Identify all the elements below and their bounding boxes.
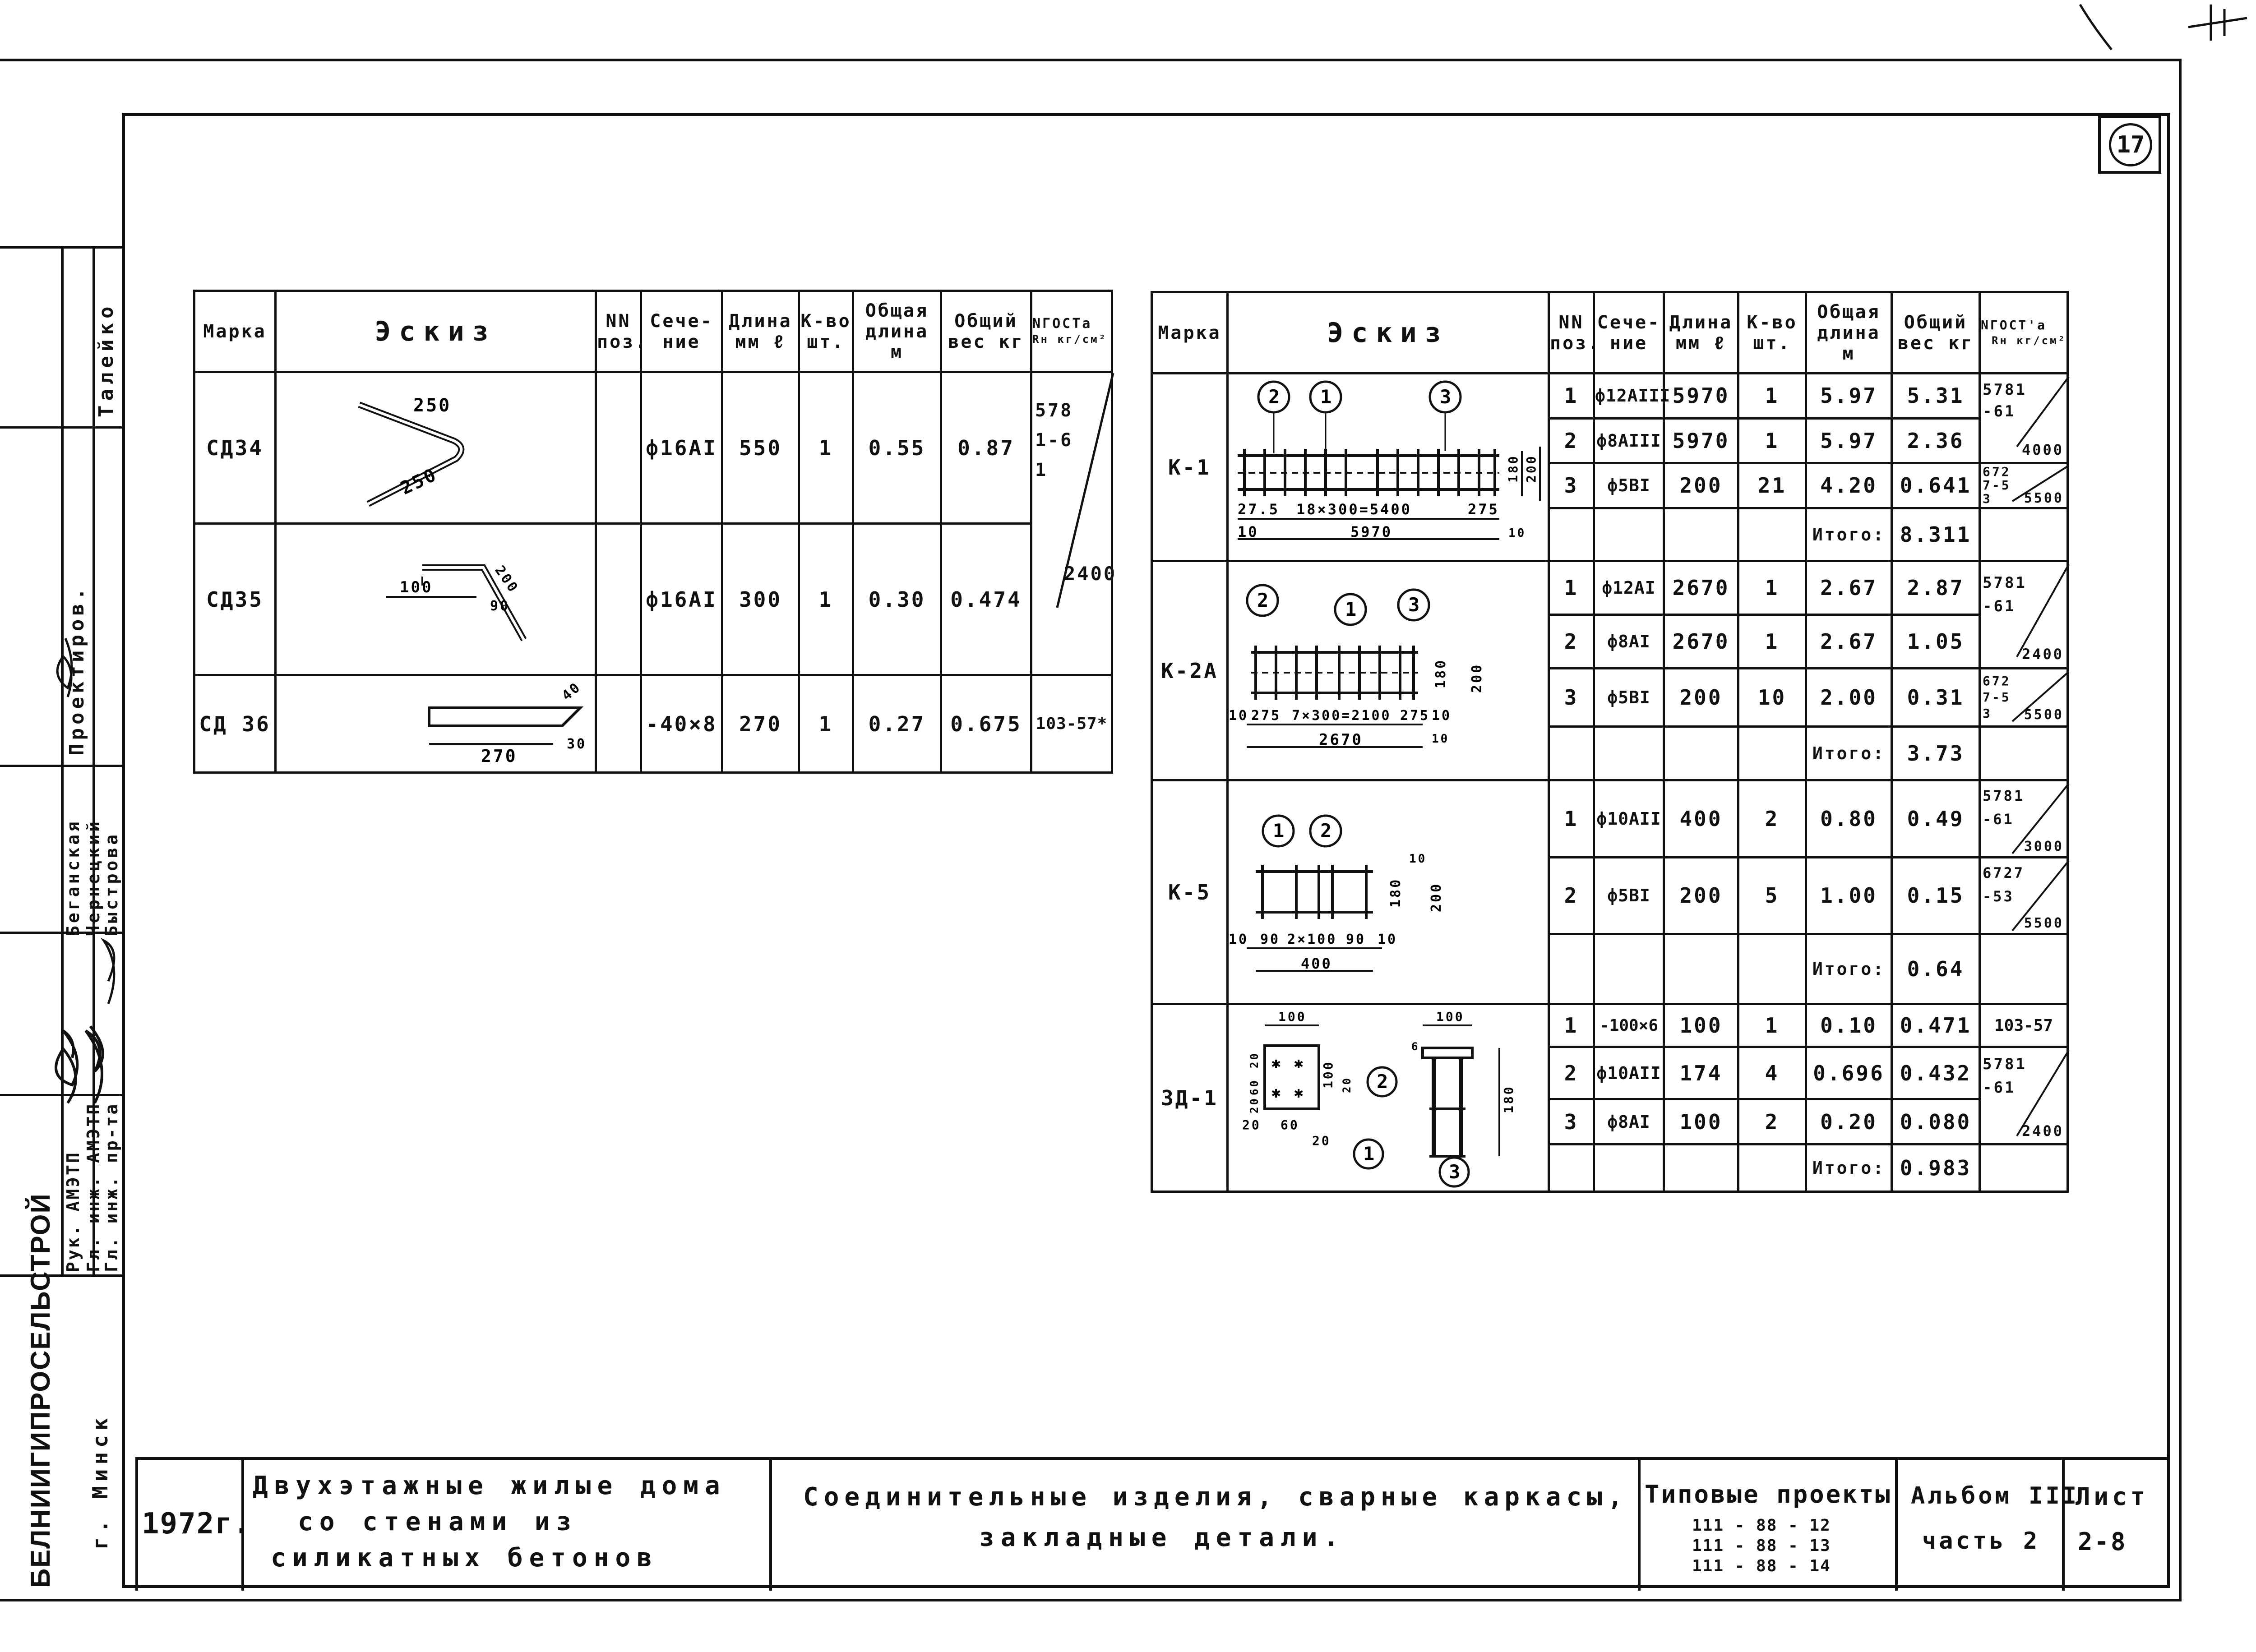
k1-callout-1: 1 bbox=[1320, 386, 1334, 408]
rt-total-length: 0.10 bbox=[1806, 1004, 1892, 1047]
rt-length: 100 bbox=[1664, 1004, 1738, 1047]
rt-total-weight: 0.080 bbox=[1892, 1099, 1980, 1144]
rt-mark-k5: К-5 bbox=[1152, 780, 1228, 1004]
lt-header-qty: К-во шт. bbox=[799, 291, 853, 372]
lt-gost-mid: 2400 bbox=[1064, 563, 1117, 585]
k5-dim-c: 2×100 bbox=[1287, 932, 1337, 947]
table-row bbox=[194, 675, 1112, 773]
rt-gost-k2a-b bbox=[1980, 668, 2068, 727]
tb-project-line1: Двухэтажные жилые дома bbox=[253, 1471, 726, 1500]
dim-sd36-b: 30 bbox=[566, 736, 587, 752]
top-right-pencil-marks bbox=[2076, 0, 2256, 59]
stamp-role-3: Гл. инж. пр-та bbox=[102, 1102, 121, 1272]
tb-sheet-title-1: Соединительные изделия, сварные каркасы, bbox=[803, 1482, 1628, 1512]
lt-qty: 1 bbox=[799, 675, 853, 773]
k1-dim-f: 180 bbox=[1506, 454, 1521, 483]
tb-sheet-label: Лист bbox=[2076, 1482, 2149, 1511]
rt-gost-b: 2400 bbox=[2021, 1122, 2064, 1140]
rt-length: 200 bbox=[1664, 857, 1738, 934]
rt-gost-b: 4000 bbox=[2021, 441, 2064, 459]
k1-callout-3: 3 bbox=[1440, 386, 1453, 408]
stamp-bottom-line bbox=[0, 1274, 122, 1277]
table-row bbox=[194, 524, 1112, 675]
rt-qty: 4 bbox=[1738, 1047, 1806, 1099]
rt-header-gost bbox=[1980, 292, 2068, 374]
rt-qty: 1 bbox=[1738, 374, 1806, 419]
zd1-dim-c: 20 bbox=[1248, 1052, 1261, 1068]
rt-pos: 1 bbox=[1549, 780, 1594, 858]
rt-header-total-weight: Общий вес кг bbox=[1892, 292, 1980, 374]
lt-length: 270 bbox=[722, 675, 799, 773]
rt-mark-zd1: ЗД-1 bbox=[1152, 1004, 1228, 1192]
rt-section: ф10АII bbox=[1594, 1047, 1664, 1099]
rt-pos: 2 bbox=[1549, 857, 1594, 934]
tb-divider-3 bbox=[1638, 1460, 1641, 1591]
tb-project-line3: силикатных бетонов bbox=[271, 1543, 658, 1573]
lt-header-mark: Марка bbox=[194, 291, 276, 372]
lt-total-weight: 0.675 bbox=[941, 675, 1031, 773]
k5-dim-b: 90 bbox=[1260, 932, 1281, 947]
rt-gost-a: 5781-61 bbox=[1983, 574, 2027, 615]
lt-section: -40×8 bbox=[641, 675, 722, 773]
rt-gost-zd1-a: 103-57 bbox=[1980, 1004, 2068, 1047]
rt-total-label: Итого: bbox=[1806, 508, 1892, 561]
rt-qty: 1 bbox=[1738, 561, 1806, 615]
k5-callout-2: 2 bbox=[1320, 820, 1334, 842]
rt-pos: 3 bbox=[1549, 463, 1594, 508]
rt-header-section: Сече- ние bbox=[1594, 292, 1664, 374]
lt-gost-top: 5781-61 bbox=[1035, 400, 1073, 480]
rt-total-weight: 0.15 bbox=[1892, 857, 1980, 934]
rt-length: 400 bbox=[1664, 780, 1738, 858]
k2a-dim-d: 275 bbox=[1400, 708, 1430, 724]
rt-total-weight: 5.31 bbox=[1892, 374, 1980, 419]
rt-header-total-length: Общая длина м bbox=[1806, 292, 1892, 374]
stamp-city: г. Минск bbox=[88, 1413, 112, 1550]
tb-divider-2 bbox=[769, 1460, 772, 1591]
rt-length: 200 bbox=[1664, 668, 1738, 727]
rt-header-sketch: Эскиз bbox=[1228, 292, 1549, 374]
rt-total-value: 3.73 bbox=[1892, 727, 1980, 780]
k5-dim-h: 200 bbox=[1428, 882, 1444, 912]
rt-qty: 2 bbox=[1738, 780, 1806, 858]
rt-qty: 1 bbox=[1738, 614, 1806, 668]
sheet-number: 17 bbox=[2116, 131, 2145, 158]
lt-total-weight: 0.87 bbox=[941, 372, 1031, 524]
rt-sketch-k5 bbox=[1228, 780, 1549, 1004]
k1-dim-g: 200 bbox=[1524, 454, 1539, 483]
k2a-dim-c: 7×300=2100 bbox=[1292, 708, 1392, 724]
tb-typical-3: 111 - 88 - 14 bbox=[1692, 1557, 1831, 1575]
rt-total-weight: 2.87 bbox=[1892, 561, 1980, 615]
rt-section: ф8АI bbox=[1594, 614, 1664, 668]
rt-total-weight: 2.36 bbox=[1892, 418, 1980, 463]
lt-mark: СД 36 bbox=[194, 675, 276, 773]
rt-gost-k5-a bbox=[1980, 780, 2068, 858]
zd1-dim-a: 100 bbox=[1278, 1009, 1307, 1024]
zd1-callout-3: 3 bbox=[1449, 1161, 1462, 1183]
rt-gost-b: 5500 bbox=[2024, 915, 2064, 931]
dim-sd34-bottom: 250 bbox=[397, 464, 441, 499]
lt-gost-merged bbox=[1031, 372, 1117, 675]
rt-gost-k1-b bbox=[1980, 463, 2068, 508]
lt-sketch-sd34 bbox=[276, 372, 596, 524]
rt-gost-k1-a bbox=[1980, 374, 2068, 463]
lt-section: ф16АI bbox=[641, 372, 722, 524]
rt-section: ф8АIII bbox=[1594, 418, 1664, 463]
rt-qty: 21 bbox=[1738, 463, 1806, 508]
tb-project-line2: со стенами из bbox=[298, 1507, 578, 1537]
zd1-dim-d: 60 bbox=[1248, 1079, 1261, 1095]
rt-gost-a: 5781-61 bbox=[1983, 787, 2025, 828]
rt-pos: 1 bbox=[1549, 561, 1594, 615]
rt-total-label: Итого: bbox=[1806, 1144, 1892, 1192]
k2a-callout-1: 1 bbox=[1345, 598, 1359, 620]
sketch-k2a bbox=[1229, 562, 1550, 774]
k2a-dim-g: 180 bbox=[1433, 658, 1449, 688]
rt-length: 100 bbox=[1664, 1099, 1738, 1144]
rt-qty: 5 bbox=[1738, 857, 1806, 934]
lt-header-pos: NN поз. bbox=[596, 291, 641, 372]
rt-qty: 10 bbox=[1738, 668, 1806, 727]
lt-gost: 103-57* bbox=[1031, 675, 1112, 773]
rt-length: 2670 bbox=[1664, 614, 1738, 668]
rt-gost-a: 5781-61 bbox=[1983, 381, 2027, 420]
sketch-sd35 bbox=[278, 525, 594, 669]
rt-pos: 1 bbox=[1549, 374, 1594, 419]
k1-dim-b: 18×300=5400 bbox=[1296, 501, 1412, 518]
rt-total-weight: 0.471 bbox=[1892, 1004, 1980, 1047]
rt-pos: 2 bbox=[1549, 418, 1594, 463]
stamp-role-2: Гл. инж. АМЭТП bbox=[83, 1102, 103, 1272]
rt-mark-k2a: К-2А bbox=[1152, 561, 1228, 780]
rt-sketch-k1 bbox=[1228, 374, 1549, 561]
svg-text:✱: ✱ bbox=[1294, 1084, 1305, 1102]
zd1-dim-h: 20 bbox=[1312, 1133, 1331, 1148]
lt-header-section: Сече- ние bbox=[641, 291, 722, 372]
lt-total-length: 0.55 bbox=[853, 372, 941, 524]
zd1-dim-g: 60 bbox=[1281, 1117, 1299, 1132]
table-row bbox=[1152, 780, 2068, 858]
rt-sketch-k2a bbox=[1228, 561, 1549, 780]
rt-gost-zd1-b bbox=[1980, 1047, 2068, 1144]
table-row bbox=[1152, 561, 2068, 615]
rt-total-weight: 0.31 bbox=[1892, 668, 1980, 727]
stamp-designers: Проектиров. bbox=[65, 584, 88, 756]
lt-header-total-weight: Общий вес кг bbox=[941, 291, 1031, 372]
sheet-number-circle bbox=[2109, 123, 2152, 166]
svg-text:✱: ✱ bbox=[1271, 1054, 1283, 1072]
rt-gost-b: 5500 bbox=[2024, 490, 2064, 506]
rt-total-length: 0.80 bbox=[1806, 780, 1892, 858]
stamp-name-1: Беганская bbox=[63, 819, 83, 936]
k1-dim-d: 5970 bbox=[1350, 523, 1393, 540]
tb-divider-0 bbox=[135, 1460, 138, 1591]
lt-total-weight: 0.474 bbox=[941, 524, 1031, 675]
k2a-callout-2: 2 bbox=[1257, 589, 1271, 611]
rt-section: ф5ВI bbox=[1594, 463, 1664, 508]
rt-pos: 3 bbox=[1549, 668, 1594, 727]
rt-length: 5970 bbox=[1664, 374, 1738, 419]
rt-length: 2670 bbox=[1664, 561, 1738, 615]
rt-total-label: Итого: bbox=[1806, 727, 1892, 780]
sketch-sd36 bbox=[278, 676, 594, 766]
rt-section: ф12АI bbox=[1594, 561, 1664, 615]
rt-gost-a: 6727-53 bbox=[1983, 864, 2025, 905]
tb-typical-2: 111 - 88 - 13 bbox=[1692, 1537, 1831, 1555]
rt-length: 174 bbox=[1664, 1047, 1738, 1099]
k2a-dim-a: 10 bbox=[1229, 708, 1249, 724]
stamp-top-name: Талейко bbox=[95, 302, 118, 417]
k5-dim-d: 90 bbox=[1346, 932, 1366, 947]
k1-dim-a: 27.5 bbox=[1238, 501, 1280, 518]
lt-header-gost bbox=[1031, 291, 1112, 372]
rt-qty: 2 bbox=[1738, 1099, 1806, 1144]
tb-divider-4 bbox=[1895, 1460, 1898, 1591]
rt-total-length: 4.20 bbox=[1806, 463, 1892, 508]
rt-gost-k5-b bbox=[1980, 857, 2068, 934]
rt-gost-b: 3000 bbox=[2024, 838, 2064, 854]
rt-total-value: 8.311 bbox=[1892, 508, 1980, 561]
zd1-dim-j: 6 bbox=[1411, 1040, 1420, 1053]
dim-sd36-len: 270 bbox=[481, 746, 518, 766]
k2a-dim-h: 200 bbox=[1469, 663, 1485, 693]
lt-header-sketch: Эскиз bbox=[276, 291, 596, 372]
rt-header-pos: NN поз. bbox=[1549, 292, 1594, 374]
rt-gost-b: 5500 bbox=[2024, 707, 2064, 723]
left-spec-table bbox=[193, 290, 1117, 774]
rt-total-length: 2.00 bbox=[1806, 668, 1892, 727]
zd1-dim-e: 20 bbox=[1248, 1097, 1261, 1113]
lt-header-total-length: Общая длина м bbox=[853, 291, 941, 372]
lt-sketch-sd35 bbox=[276, 524, 596, 675]
rt-total-weight: 0.641 bbox=[1892, 463, 1980, 508]
lt-mark: СД34 bbox=[194, 372, 276, 524]
zd1-callouts bbox=[1354, 1067, 1469, 1186]
rt-qty: 1 bbox=[1738, 1004, 1806, 1047]
zd1-dim-f: 20 bbox=[1242, 1117, 1261, 1132]
dim-sd35-c: 200 bbox=[491, 563, 522, 596]
k2a-dim-i: 10 bbox=[1432, 732, 1450, 746]
rt-sketch-zd1 bbox=[1228, 1004, 1549, 1192]
tb-album: Альбом III bbox=[1911, 1482, 2080, 1509]
k5-dim-i: 10 bbox=[1409, 852, 1427, 866]
tb-part: часть 2 bbox=[1922, 1527, 2040, 1555]
rt-total-length: 5.97 bbox=[1806, 418, 1892, 463]
rt-pos: 1 bbox=[1549, 1004, 1594, 1047]
lt-sketch-sd36 bbox=[276, 675, 596, 773]
dim-sd34-top: 250 bbox=[413, 395, 451, 416]
lt-header-length: Длина мм ℓ bbox=[722, 291, 799, 372]
stamp-name-2: Чернецкий bbox=[83, 819, 103, 936]
lt-length: 550 bbox=[722, 372, 799, 524]
tb-sheet-title-2: закладные детали. bbox=[979, 1523, 1345, 1552]
rt-length: 200 bbox=[1664, 463, 1738, 508]
zd1-dim-l: 20 bbox=[1341, 1076, 1353, 1093]
rt-section: ф12АIII bbox=[1594, 374, 1664, 419]
rt-total-value: 0.64 bbox=[1892, 934, 1980, 1004]
svg-text:✱: ✱ bbox=[1294, 1054, 1305, 1072]
title-block bbox=[135, 1457, 2170, 1591]
k2a-dim-f: 2670 bbox=[1319, 731, 1363, 749]
tb-divider-5 bbox=[2062, 1460, 2065, 1591]
rt-gost-units: Rн кг/см² bbox=[1991, 334, 2066, 347]
lt-total-length: 0.30 bbox=[853, 524, 941, 675]
rt-pos: 2 bbox=[1549, 614, 1594, 668]
tb-sheet-value: 2-8 bbox=[2078, 1527, 2127, 1556]
tb-typical-1: 111 - 88 - 12 bbox=[1692, 1516, 1831, 1535]
sketch-k1 bbox=[1229, 374, 1550, 555]
zd1-dim-k: 180 bbox=[1501, 1085, 1516, 1113]
rt-total-label: Итого: bbox=[1806, 934, 1892, 1004]
lt-gost-label: NГОСТа bbox=[1032, 315, 1092, 332]
rt-section: ф5ВI bbox=[1594, 857, 1664, 934]
k5-dim-e: 10 bbox=[1378, 932, 1398, 947]
rt-qty: 1 bbox=[1738, 418, 1806, 463]
rt-pos: 3 bbox=[1549, 1099, 1594, 1144]
k1-dim-c: 275 bbox=[1468, 501, 1499, 518]
rt-pos: 2 bbox=[1549, 1047, 1594, 1099]
lt-gost-units: Rн кг/см² bbox=[1032, 332, 1108, 346]
k5-callouts bbox=[1263, 816, 1341, 846]
k5-callout-1: 1 bbox=[1273, 820, 1286, 842]
rt-gost-label: NГОСТ'а bbox=[1981, 317, 2047, 332]
stamp-role-1: Рук. АМЭТП bbox=[63, 1151, 83, 1272]
k5-dim-a: 10 bbox=[1229, 932, 1249, 947]
table-row bbox=[194, 372, 1112, 524]
left-stamp bbox=[0, 246, 124, 1590]
rt-section: ф10АII bbox=[1594, 780, 1664, 858]
rt-gost-a: 6727-53 bbox=[1983, 464, 2011, 507]
k5-dim-g: 180 bbox=[1388, 877, 1404, 908]
lt-qty: 1 bbox=[799, 372, 853, 524]
sheet-number-box bbox=[2098, 115, 2161, 174]
rt-total-length: 0.20 bbox=[1806, 1099, 1892, 1144]
rt-total-weight: 0.432 bbox=[1892, 1047, 1980, 1099]
rt-total-weight: 1.05 bbox=[1892, 614, 1980, 668]
lt-qty: 1 bbox=[799, 524, 853, 675]
rt-header-qty: К-во шт. bbox=[1738, 292, 1806, 374]
dim-sd36-a: 40 bbox=[559, 678, 584, 704]
rt-section: ф5ВI bbox=[1594, 668, 1664, 727]
sketch-k5 bbox=[1229, 781, 1550, 998]
tb-year: 1972г. bbox=[142, 1507, 252, 1541]
zd1-studs bbox=[1271, 1054, 1305, 1102]
right-spec-table bbox=[1151, 291, 2069, 1193]
lt-section: ф16АI bbox=[641, 524, 722, 675]
stamp-organization: БЕЛНИИГИПРОСЕЛЬСТРОЙ bbox=[25, 1193, 55, 1588]
rt-total-weight: 0.49 bbox=[1892, 780, 1980, 858]
rt-total-length: 5.97 bbox=[1806, 374, 1892, 419]
sketch-zd1 bbox=[1229, 1005, 1550, 1186]
dim-sd35-b: 90 bbox=[490, 598, 510, 614]
signature-scribbles bbox=[0, 246, 122, 1274]
dim-sd35-a: 100 bbox=[399, 578, 433, 596]
k1-dim-h: 10 bbox=[1508, 526, 1526, 540]
table-row bbox=[1152, 374, 2068, 419]
sketch-sd34 bbox=[278, 373, 594, 517]
rt-section: -100×6 bbox=[1594, 1004, 1664, 1047]
k2a-callout-3: 3 bbox=[1408, 594, 1422, 616]
rt-gost-b: 2400 bbox=[2021, 645, 2064, 663]
rt-mark-k1: К-1 bbox=[1152, 374, 1228, 561]
zd1-callout-2: 2 bbox=[1377, 1071, 1390, 1093]
lt-mark: СД35 bbox=[194, 524, 276, 675]
rt-header-mark: Марка bbox=[1152, 292, 1228, 374]
lt-total-length: 0.27 bbox=[853, 675, 941, 773]
svg-text:✱: ✱ bbox=[1271, 1084, 1283, 1102]
rt-total-length: 1.00 bbox=[1806, 857, 1892, 934]
rt-section: ф8АI bbox=[1594, 1099, 1664, 1144]
rt-gost-a: 5781-61 bbox=[1983, 1055, 2027, 1097]
lt-length: 300 bbox=[722, 524, 799, 675]
k1-dim-e: 10 bbox=[1238, 523, 1259, 540]
rt-total-length: 0.696 bbox=[1806, 1047, 1892, 1099]
k2a-dim-e: 10 bbox=[1432, 708, 1452, 724]
tb-typical-label: Типовые проекты bbox=[1645, 1480, 1892, 1509]
table-row bbox=[1152, 1004, 2068, 1047]
k5-dim-f: 400 bbox=[1301, 955, 1332, 972]
k2a-callouts bbox=[1247, 585, 1429, 625]
zd1-callout-1: 1 bbox=[1363, 1143, 1377, 1165]
stamp-name-3: Быстрова bbox=[102, 831, 121, 936]
zd1-dim-b: 100 bbox=[1436, 1009, 1465, 1024]
rt-length: 5970 bbox=[1664, 418, 1738, 463]
k1-callout-2: 2 bbox=[1268, 386, 1282, 408]
zd1-dim-i: 100 bbox=[1321, 1060, 1336, 1089]
rt-total-length: 2.67 bbox=[1806, 561, 1892, 615]
rt-gost-a: 6727-53 bbox=[1983, 673, 2011, 721]
rt-total-length: 2.67 bbox=[1806, 614, 1892, 668]
rt-total-value: 0.983 bbox=[1892, 1144, 1980, 1192]
rt-gost-k2a-a bbox=[1980, 561, 2068, 669]
k2a-dim-b: 275 bbox=[1251, 708, 1281, 724]
rt-header-length: Длина мм ℓ bbox=[1664, 292, 1738, 374]
